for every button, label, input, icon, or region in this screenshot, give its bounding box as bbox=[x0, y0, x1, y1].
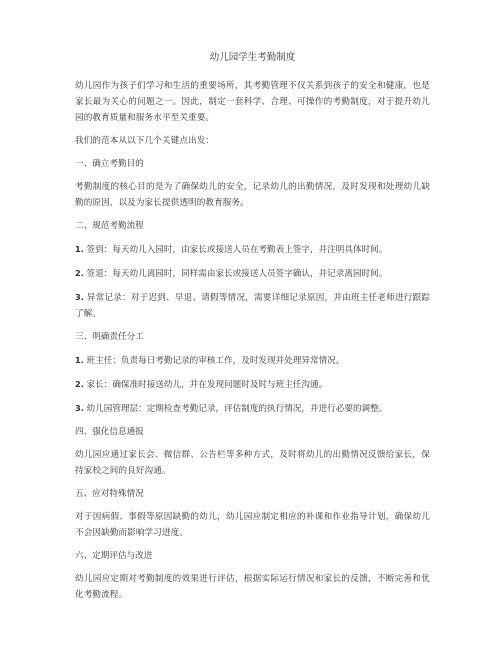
list-item bbox=[75, 400, 430, 417]
document-title: 幼儿园学生考勤制度 bbox=[209, 52, 296, 63]
intro-paragraph: 幼儿园作为孩子们学习和生活的重要场所，其考勤管理不仅关系到孩子的安全和健康，也是家长最为关心的问题之一。因此，制定一套科学、合理、可操作的考勤制度，对于提升幼儿园的教育质量和服务水平至关重要。 bbox=[75, 81, 430, 123]
lead-paragraph: 我们的范本从以下几个关键点出发： bbox=[75, 136, 215, 146]
section-heading: 一、确立考勤目的 bbox=[75, 159, 144, 169]
section-heading: 三、明确责任分工 bbox=[75, 332, 144, 342]
list-item-text: 签退：每天幼儿离园时，同样需由家长或接送人员签字确认，并记录离园时间。 bbox=[86, 269, 388, 279]
list-item-number: 1. bbox=[75, 244, 84, 254]
section-heading: 二、规范考勤流程 bbox=[75, 221, 144, 231]
list-item-number: 3. bbox=[75, 403, 84, 413]
section-heading: 四、强化信息通报 bbox=[75, 427, 144, 437]
list-item bbox=[75, 241, 430, 258]
list-item bbox=[75, 376, 430, 393]
list-item-text: 异常记录：对于迟到、早退、请假等情况，需要详细记录原因，并由班主任老师进行跟踪了解。 bbox=[75, 293, 430, 319]
section-heading: 五、应对特殊情况 bbox=[75, 489, 144, 499]
list-item bbox=[75, 289, 430, 322]
document-page bbox=[75, 52, 430, 610]
section-body: 幼儿园应通过家长会、微信群、公告栏等多种方式，及时将幼儿的出勤情况反馈给家长，保持家校之间的良好沟通。 bbox=[75, 450, 430, 476]
list-item-text: 幼儿园管理层：定期检查考勤记录，评估制度的执行情况，并进行必要的调整。 bbox=[86, 404, 388, 414]
list-item-number: 2. bbox=[75, 268, 84, 278]
list-item-number: 3. bbox=[75, 292, 84, 302]
list-item-number: 2. bbox=[75, 379, 84, 389]
list-item-text: 家长：确保准时接送幼儿，并在发现问题时及时与班主任沟通。 bbox=[86, 380, 328, 390]
section-body: 对于因病假、事假等原因缺勤的幼儿，幼儿园应制定相应的补课和作业指导计划，确保幼儿不会因缺勤而影响学习进度。 bbox=[75, 512, 430, 538]
list-item bbox=[75, 352, 430, 369]
list-item-text: 签到：每天幼儿入园时，由家长或接送人员在考勤表上签字，并注明具体时间。 bbox=[86, 245, 388, 255]
section-heading: 六、定期评估与改进 bbox=[75, 551, 153, 561]
list-item bbox=[75, 265, 430, 282]
list-item-text: 班主任：负责每日考勤记录的审核工作，及时发现并处理异常情况。 bbox=[86, 356, 345, 366]
list-item-number: 1. bbox=[75, 355, 84, 365]
section-body: 幼儿园应定期对考勤制度的效果进行评估，根据实际运行情况和家长的反馈，不断完善和优化考勤流程。 bbox=[75, 574, 430, 600]
section-body: 考勤制度的核心目的是为了确保幼儿的安全，记录幼儿的出勤情况，及时发现和处理幼儿缺勤的原因，以及为家长提供透明的教育服务。 bbox=[75, 182, 430, 208]
